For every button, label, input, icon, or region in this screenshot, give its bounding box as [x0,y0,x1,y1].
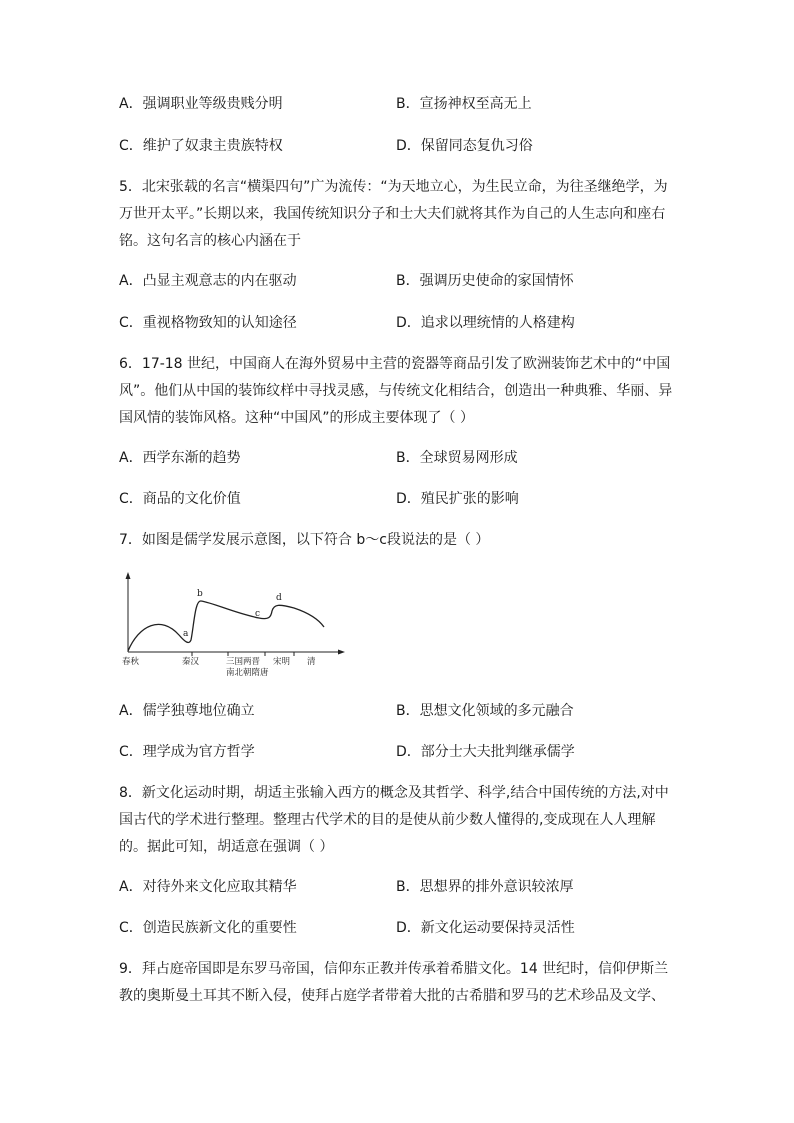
q7-stem-line-1: 7．如图是儒学发展示意图，以下符合 b～c段说法的是（ ） [119,532,490,548]
x-axis-arrow [338,650,345,655]
q6-option-d: D．殖民扩张的影响 [396,491,519,507]
q5-option-d: D．追求以理统情的人格建构 [396,315,575,331]
q4-option-d: D．保留同态复仇习俗 [396,138,533,154]
q7-option-d: D．部分士大夫批判继承儒学 [396,744,575,760]
q8-stem-line-1: 8．新文化运动时期，胡适主张输入西方的概念及其哲学、科学,结合中国传统的方法,对中 [119,785,669,801]
axis-label-qinhan: 秦汉 [182,657,200,667]
point-label-d: d [276,593,282,603]
q5-option-b: B．强调历史使命的家国情怀 [396,273,574,289]
axis-label-qing: 清 [307,657,316,667]
y-axis-arrow [126,572,131,579]
q8-stem-line-3: 的。据此可知，胡适意在强调（ ） [119,839,334,855]
development-curve [128,601,324,651]
q6-stem-line-3: 国风情的装饰风格。这种“中国风”的形成主要体现了（ ） [119,410,474,426]
q8-option-c: C．创造民族新文化的重要性 [119,920,297,936]
q5-option-a: A．凸显主观意志的内在驱动 [119,273,297,289]
q9-stem-line-2: 教的奥斯曼土耳其不断入侵，使拜占庭学者带着大批的古希腊和罗马的艺术珍品及文学、 [119,988,665,1004]
confucianism-development-diagram [119,570,349,685]
q8-option-a: A．对待外来文化应取其精华 [119,879,297,895]
q5-stem-line-2: 万世开太平。”长期以来，我国传统知识分子和士大夫们就将其作为自己的人生志向和座右 [119,206,666,222]
q6-option-c: C．商品的文化价值 [119,491,241,507]
q4-option-a: A．强调职业等级贵贱分明 [119,96,283,112]
q6-stem-line-2: 风”。他们从中国的装饰纹样中寻找灵感，与传统文化相结合，创造出一种典雅、华丽、异 [119,383,673,399]
point-label-b: b [197,589,203,599]
q7-option-c: C．理学成为官方哲学 [119,744,255,760]
q4-option-c: C．维护了奴隶主贵族特权 [119,138,283,154]
point-label-c: c [255,609,261,619]
axis-label-sanguo: 三国两晋 [226,657,261,667]
q6-stem-line-1: 6．17-18 世纪，中国商人在海外贸易中主营的瓷器等商品引发了欧洲装饰艺术中的“中国 [119,356,671,372]
q9-stem-line-1: 9．拜占庭帝国即是东罗马帝国，信仰东正教并传承着希腊文化。14 世纪时，信仰伊斯兰 [119,961,669,977]
q5-stem-line-1: 5．北宋张载的名言“横渠四句”广为流传：“为天地立心，为生民立命，为往圣继绝学，为 [119,179,668,195]
q4-option-b: B．宣扬神权至高无上 [396,96,532,112]
q7-option-a: A．儒学独尊地位确立 [119,703,255,719]
q6-option-b: B．全球贸易网形成 [396,450,518,466]
axis-label-songming: 宋明 [273,657,291,667]
q6-option-a: A．西学东渐的趋势 [119,450,241,466]
q7-option-b: B．思想文化领域的多元融合 [396,703,574,719]
axis-label-nanbei: 南北朝隋唐 [226,668,269,678]
axis-label-chunqiu: 春秋 [122,657,140,667]
q8-option-d: D．新文化运动要保持灵活性 [396,920,575,936]
point-label-a: a [183,629,189,639]
q8-stem-line-2: 国古代的学术进行整理。整理古代学术的目的是使从前少数人懂得的,变成现在人人理解 [119,812,656,828]
q5-stem-line-3: 铭。这句名言的核心内涵在于 [119,233,301,249]
q8-option-b: B．思想界的排外意识较浓厚 [396,879,574,895]
q5-option-c: C．重视格物致知的认知途径 [119,315,297,331]
